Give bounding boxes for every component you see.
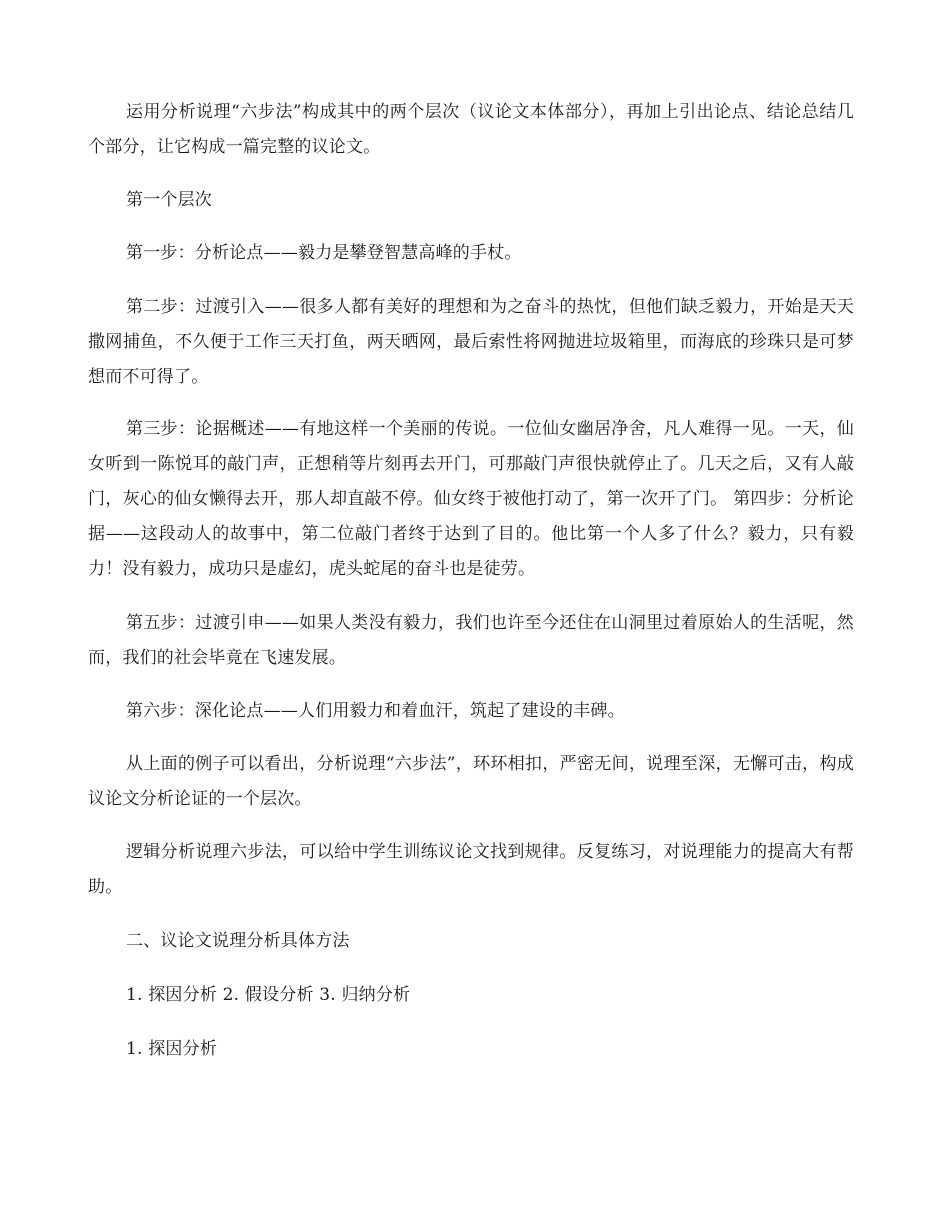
paragraph-step-two: 第二步：过渡引入——很多人都有美好的理想和为之奋斗的热忱，但他们缺乏毅力，开始是天天撒网捕鱼，不久便于工作三天打鱼，两天晒网，最后索性将网抛进垃圾箱里，而海底的珍珠只是可梦想而不可得了。	[88, 297, 854, 387]
paragraph-step-one: 第一步：分析论点——毅力是攀登智慧高峰的手杖。	[126, 243, 522, 263]
paragraph-level-one-heading: 第一个层次	[126, 190, 212, 210]
method-list: 1. 探因分析 2. 假设分析 3. 归纳分析	[126, 985, 411, 1005]
paragraph-step-five: 第五步：过渡引申——如果人类没有毅力，我们也许至今还住在山洞里过着原始人的生活呢，然而，我们的社会毕竟在飞速发展。	[88, 613, 854, 668]
subsection-heading: 1. 探因分析	[126, 1039, 218, 1059]
paragraph-step-six: 第六步：深化论点——人们用毅力和着血汗，筑起了建设的丰碑。	[126, 701, 625, 721]
paragraph-intro: 运用分析说理“六步法”构成其中的两个层次（议论文本体部分），再加上引出论点、结论总结几个部分，让它构成一篇完整的议论文。	[88, 102, 854, 157]
paragraph-conclusion: 逻辑分析说理六步法，可以给中学生训练议论文找到规律。反复练习，对说理能力的提高大有帮助。	[88, 842, 854, 897]
section-heading: 二、议论文说理分析具体方法	[126, 931, 350, 951]
paragraph-summary: 从上面的例子可以看出，分析说理“六步法”，环环相扣，严密无间，说理至深，无懈可击，构成议论文分析论证的一个层次。	[88, 754, 854, 809]
paragraph-step-three-four: 第三步：论据概述——有地这样一个美丽的传说。一位仙女幽居净舍，凡人难得一见。一天，仙女听到一陈悦耳的敲门声，正想稍等片刻再去开门，可那敲门声很快就停止了。几天之后，又有人敲门，灰心的仙女懒得去开，那人却直敲不停。仙女终于被他打动了，第一次开了门。 第四步：分析论据——这段动人的故事中，第二位敲门者终于达到了目的。他比第一个人多了什么？毅力，只有毅力！没有毅力，成功只是虚幻，虎头蛇尾的奋斗也是徒劳。	[88, 419, 854, 579]
